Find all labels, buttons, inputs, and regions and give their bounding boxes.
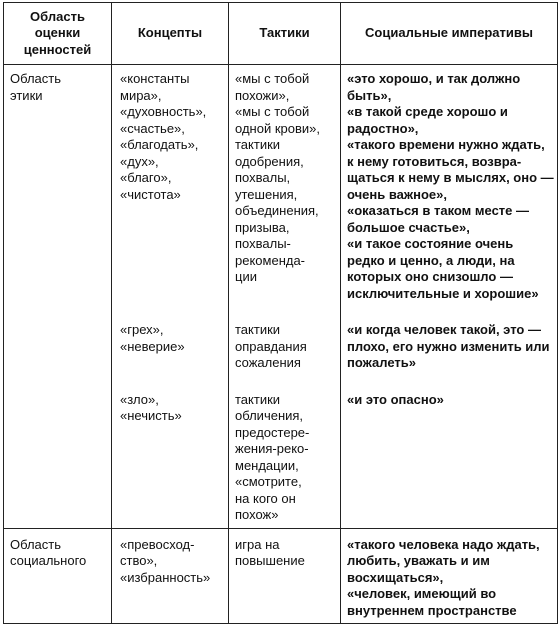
concepts-cell [112,528,229,624]
header-imperatives [341,3,558,65]
tactic-line: похож» [235,507,279,522]
tactic-line: похожи», [235,87,290,103]
concept-line: «грех», [120,322,164,337]
tactic-line: тактики [235,137,281,152]
concept-line: «константы [120,71,190,86]
tactic-line: предостере- [235,424,310,440]
tactic-line: тактики [235,322,281,337]
imperative-line: щаться к нему в мыслях, оно — [347,170,554,185]
concept-line: «счастье», [120,120,185,136]
header-tactics [229,3,341,65]
imperative-line: радостно», [347,120,419,136]
tactics-cell [229,65,341,307]
area-line: Область [10,536,62,552]
tactic-line: объединения, [235,203,319,218]
tactic-line: ции [235,269,257,284]
imperatives-cell [341,306,558,376]
concept-line: «избранность» [120,569,211,585]
concepts-cell [112,65,229,307]
table-body [4,65,558,624]
header-row [4,3,558,65]
imperative-line: «оказаться в таком месте — [347,203,530,218]
area-line: этики [10,87,43,103]
imperative-line: любить, уважать и им [347,553,490,568]
concept-line: «духовность», [120,104,207,119]
tactic-line: утешения, [235,186,298,202]
concept-line: «зло», [120,391,159,407]
imperative-line: исключительные и хорошие» [347,285,539,301]
header-tactics-line: Тактики [259,25,310,41]
area-cell [4,65,112,529]
imperative-line: которых оно снизошло — [347,269,513,284]
tactic-line: «мы с тобой [235,71,310,86]
tactic-line: сожаления [235,355,301,370]
imperative-line: «и такое состояние очень [347,236,514,251]
tactic-line: похвалы- [235,236,291,251]
imperative-line: большое счастье», [347,219,470,235]
tactics-cell [229,306,341,376]
tactic-line: «мы с тобой [235,104,310,119]
area-cell [4,528,112,624]
imperatives-cell [341,376,558,529]
tactics-cell [229,376,341,529]
tactic-line: «смотрите, [235,474,302,489]
concept-line: мира», [120,87,162,103]
concept-line: «дух», [120,153,159,169]
imperative-line: «такого человека надо ждать, [347,536,540,552]
table-row [4,528,558,624]
concept-line: «благодать», [120,137,199,152]
tactic-line: похвалы, [235,170,291,185]
header-concepts-line: Концепты [137,25,203,41]
tactic-line: повышение [235,553,305,568]
table-row [4,65,558,307]
concept-line: ство», [120,553,158,568]
imperative-line: «такого времени нужно ждать, [347,137,545,152]
area-line: Область [10,71,62,86]
header-area-line: ценностей [23,41,92,57]
imperatives-cell [341,65,558,307]
concept-line: «благо», [120,170,172,185]
imperative-line: «это хорошо, и так должно [347,71,521,86]
concepts-cell [112,376,229,529]
header-area [4,3,112,65]
imperative-line: к нему готовиться, возвра- [347,153,522,169]
concept-line: «нечисть» [120,408,182,423]
imperative-line: восхищаться», [347,569,444,585]
concept-line: «чистота» [120,186,181,202]
imperative-line: «в такой среде хорошо и [347,104,508,119]
imperative-line: пожалеть» [347,355,416,370]
tactic-line: призыва, [235,219,290,235]
concepts-cell [112,306,229,376]
header-concepts [112,3,229,65]
tactic-line: одобрения, [235,153,304,169]
tactic-line: одной крови», [235,120,320,136]
tactic-line: рекоменда- [235,252,306,268]
header-imperatives-line: Социальные императивы [365,25,533,41]
imperative-line: «и когда человек такой, это — [347,322,541,337]
imperative-line: быть», [347,87,392,103]
header-area-line: оценки [34,25,81,41]
imperatives-cell [341,528,558,624]
tactic-line: тактики [235,391,281,407]
tactic-line: мендации, [235,457,299,473]
tactic-line: на кого он [235,490,296,506]
imperative-line: очень важное», [347,186,447,202]
tactic-line: оправдания [235,338,307,354]
header-area-line: Область [30,8,85,24]
imperative-line: «и это опасно» [347,391,444,407]
area-line: социального [10,553,87,568]
tactic-line: жения-реко- [235,441,309,456]
imperative-line: плохо, его нужно изменить или [347,338,550,354]
concept-line: «превосход- [120,536,195,552]
concept-line: «неверие» [120,338,185,354]
imperative-line: «человек, имеющий во [347,586,497,601]
tactic-line: игра на [235,536,280,552]
imperative-line: редко и ценно, а люди, на [347,252,515,268]
values-table [3,2,558,624]
imperative-line: внутреннем пространстве [347,602,517,618]
tactic-line: обличения, [235,408,304,423]
tactics-cell [229,528,341,624]
